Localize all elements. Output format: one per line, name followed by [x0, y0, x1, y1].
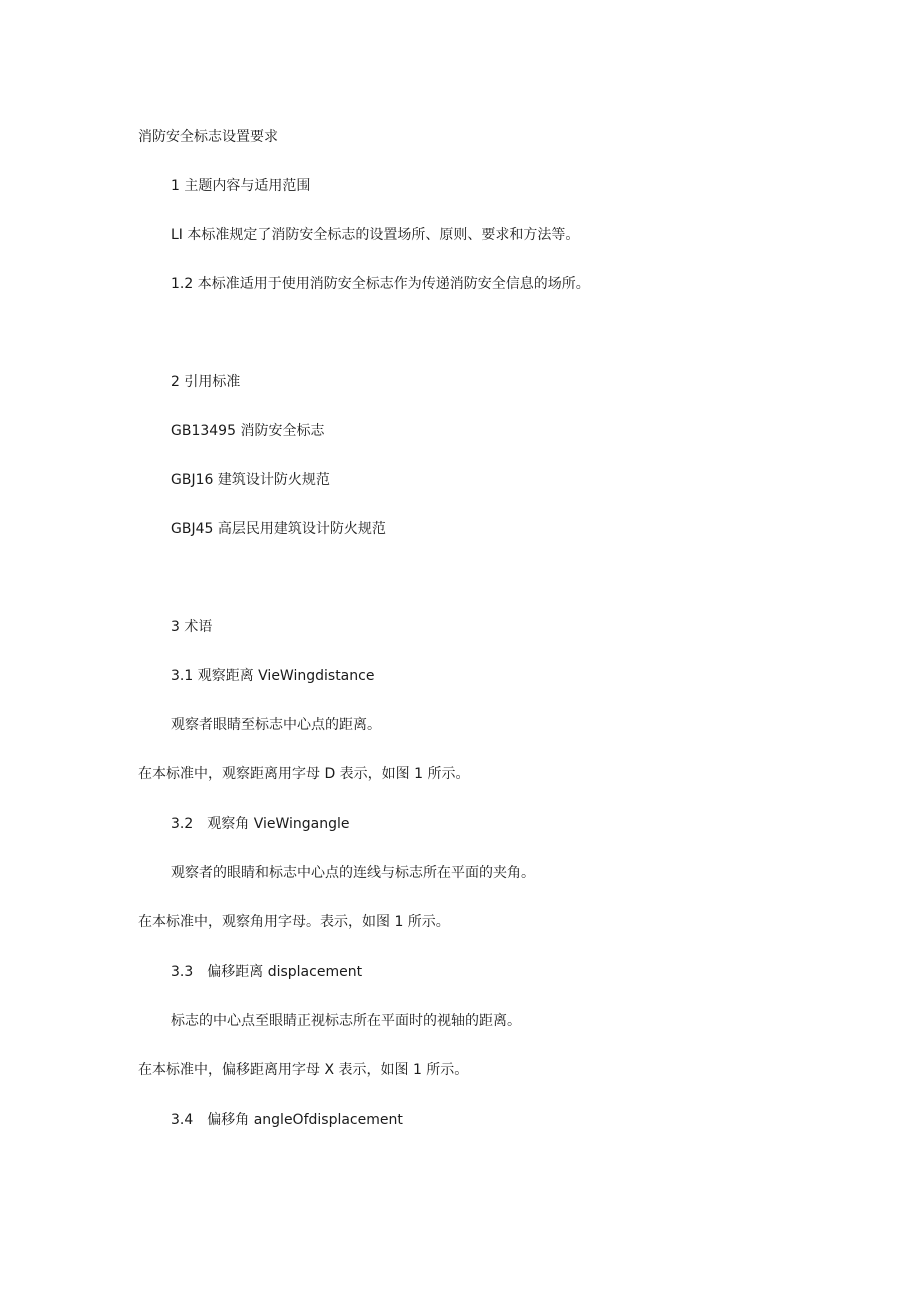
section-heading-1: 1 主题内容与适用范围 — [171, 178, 311, 194]
term-3-1-heading: 3.1 观察距离 VieWingdistance — [171, 668, 375, 684]
term-3-3-definition: 标志的中心点至眼睛正视标志所在平面时的视轴的距离。 — [171, 1013, 521, 1029]
reference-standard-gbj45: GBJ45 高层民用建筑设计防火规范 — [171, 521, 386, 537]
section-heading-2: 2 引用标准 — [171, 374, 241, 390]
term-3-3-heading: 3.3 偏移距离 displacement — [171, 964, 363, 980]
clause-1-2: 1.2 本标准适用于使用消防安全标志作为传递消防安全信息的场所。 — [171, 276, 590, 292]
document-title: 消防安全标志设置要求 — [138, 129, 278, 145]
section-heading-3: 3 术语 — [171, 619, 213, 635]
clause-1-1: LI 本标准规定了消防安全标志的设置场所、原则、要求和方法等。 — [171, 227, 580, 243]
term-3-3-note: 在本标准中，偏移距离用字母 X 表示，如图 1 所示。 — [138, 1062, 469, 1078]
reference-standard-gbj16: GBJ16 建筑设计防火规范 — [171, 472, 330, 488]
term-3-2-definition: 观察者的眼睛和标志中心点的连线与标志所在平面的夹角。 — [171, 865, 535, 881]
term-3-2-note: 在本标准中，观察角用字母。表示，如图 1 所示。 — [138, 914, 450, 930]
term-3-1-note: 在本标准中，观察距离用字母 D 表示，如图 1 所示。 — [138, 766, 470, 782]
term-3-4-heading: 3.4 偏移角 angleOfdisplacement — [171, 1112, 403, 1128]
term-3-1-definition: 观察者眼睛至标志中心点的距离。 — [171, 717, 381, 733]
term-3-2-heading: 3.2 观察角 VieWingangle — [171, 816, 350, 832]
reference-standard-gb13495: GB13495 消防安全标志 — [171, 423, 325, 439]
